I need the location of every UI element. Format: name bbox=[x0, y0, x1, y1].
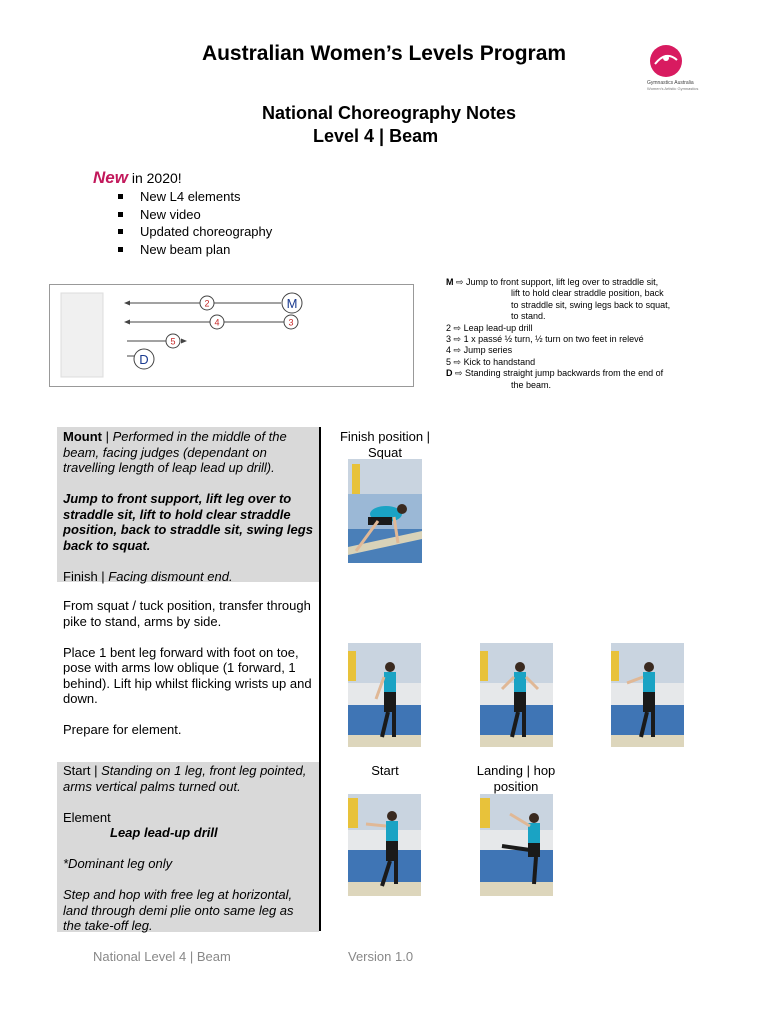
page-title: Australian Women’s Levels Program bbox=[201, 42, 567, 65]
start-label: Start | bbox=[63, 763, 102, 778]
new-heading bbox=[93, 168, 182, 188]
new-badge: New bbox=[93, 168, 128, 187]
transition-p1: From squat / tuck position, transfer through pike to stand, arms by side. bbox=[63, 598, 311, 629]
finish-label: Finish | bbox=[63, 568, 109, 584]
element-label: Element bbox=[63, 809, 111, 825]
marker-m-label: M bbox=[286, 296, 298, 311]
list-item: New beam plan bbox=[118, 242, 272, 260]
photo-finish-squat bbox=[348, 459, 422, 563]
footer-version: Version 1.0 bbox=[348, 949, 414, 964]
legend-line: D ⇨ Standing straight jump backwards from the end of bbox=[446, 368, 664, 379]
photo-landing-hop bbox=[480, 794, 553, 896]
beam-end-block bbox=[61, 293, 103, 377]
legend-line: 5 ⇨ Kick to handstand bbox=[446, 356, 536, 367]
element-name: Leap lead-up drill bbox=[110, 825, 218, 840]
legend-line: lift to hold clear straddle position, back bbox=[511, 288, 664, 299]
mount-description: Performed in the middle of the beam, facing judges (dependant on travelling length of leap lead up drill). bbox=[63, 429, 287, 475]
transition-cell bbox=[63, 598, 315, 738]
caption-start: Start bbox=[371, 763, 399, 778]
gymnastics-australia-logo bbox=[647, 44, 699, 92]
footer-doc-name: National Level 4 | Beam bbox=[93, 949, 231, 964]
finish-text: Facing dismount end. bbox=[108, 568, 233, 584]
list-item: Updated choreography bbox=[118, 224, 272, 242]
subtitle-level: Level 4 | Beam bbox=[313, 126, 439, 146]
separator: | bbox=[101, 429, 113, 444]
marker-3-label: 3 bbox=[288, 317, 294, 328]
beam-plan-diagram bbox=[49, 284, 415, 388]
marker-2-label: 2 bbox=[204, 298, 210, 309]
marker-5-label: 5 bbox=[170, 336, 176, 347]
marker-4-label: 4 bbox=[214, 317, 220, 328]
photo-pose-1 bbox=[348, 643, 421, 747]
photo-pose-2 bbox=[480, 643, 553, 747]
caption-landing: Landing | hop position bbox=[476, 763, 556, 794]
photo-start bbox=[348, 794, 421, 896]
marker-d-label: D bbox=[139, 352, 149, 367]
arrowhead bbox=[124, 301, 130, 306]
transition-p2: Place 1 bent leg forward with foot on toe, pose with arms low oblique (1 forward, 1 behind). Lift hip whilst flicking wrists up and down. bbox=[63, 644, 312, 706]
arrowhead bbox=[124, 320, 130, 325]
list-item: New video bbox=[118, 207, 272, 225]
element-note: *Dominant leg only bbox=[63, 856, 173, 871]
mount-label: Mount bbox=[63, 429, 102, 444]
legend-line: 4 ⇨ Jump series bbox=[446, 345, 513, 356]
element-description: Step and hop with free leg at horizontal, land through demi plie onto same leg as the take-off leg. bbox=[63, 887, 294, 933]
mount-action: Jump to front support, lift leg over to straddle sit, lift to hold clear straddle position, back to straddle sit, swing legs back to squat. bbox=[63, 491, 313, 553]
legend-line: the beam. bbox=[511, 379, 552, 390]
start-text: Standing on 1 leg, front leg pointed, arms vertical palms turned out. bbox=[63, 763, 307, 794]
svg-text:Gymnastics Australia: Gymnastics Australia bbox=[647, 80, 694, 86]
new-items-list bbox=[118, 189, 272, 259]
legend-line: 3 ⇨ 1 x passé ½ turn, ½ turn on two feet in relevé bbox=[446, 334, 644, 345]
legend-line: M ⇨ Jump to front support, lift leg over to straddle sit, bbox=[446, 277, 659, 287]
caption-finish-position: Finish position | Squat bbox=[339, 429, 431, 460]
list-item: New L4 elements bbox=[118, 189, 272, 207]
legend-line: 2 ⇨ Leap lead-up drill bbox=[446, 322, 533, 333]
subtitle-notes: National Choreography Notes bbox=[262, 103, 517, 123]
element-cell bbox=[63, 763, 315, 934]
mount-cell bbox=[63, 429, 315, 584]
svg-text:Women's Artistic Gymnastics: Women's Artistic Gymnastics bbox=[647, 86, 699, 91]
photo-pose-3 bbox=[611, 643, 684, 747]
beam-plan-legend bbox=[446, 277, 706, 391]
table-divider bbox=[319, 427, 321, 931]
new-suffix: in 2020! bbox=[127, 170, 182, 186]
transition-p3: Prepare for element. bbox=[63, 722, 182, 737]
arrowhead bbox=[181, 339, 187, 344]
legend-line: to stand. bbox=[511, 311, 546, 322]
legend-line: to straddle sit, swing legs back to squat, bbox=[511, 299, 671, 310]
